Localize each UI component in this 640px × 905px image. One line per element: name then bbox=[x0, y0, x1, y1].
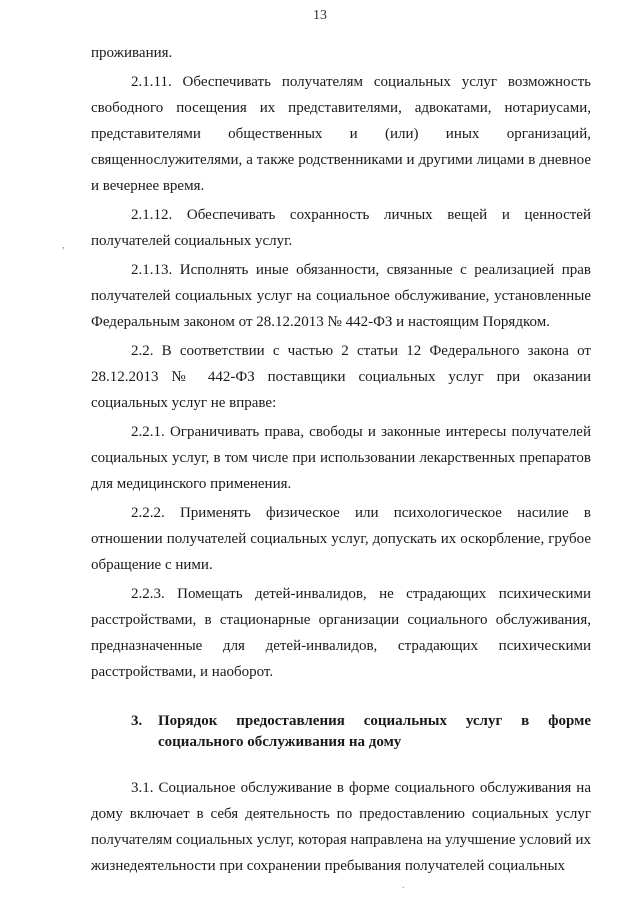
section-title: Порядок предоставления социальных услуг в форме социального обслуживания на дому bbox=[158, 713, 591, 750]
paragraph-2-1-11: 2.1.11. Обеспечивать получателям социальных услуг возможность свободного посещения их представителями, адвокатами, нотариусами, представителями общественных и (или) иных организаций, священнослужителями, а также родственниками и другими лицами в дневное и вечернее время. bbox=[91, 74, 591, 194]
section-heading bbox=[91, 711, 591, 753]
paragraph-2-1-13: 2.1.13. Исполнять иные обязанности, связанные с реализацией прав получателей социальных услуг на социальное обслуживание, установленные Федеральным законом от 28.12.2013 № 442-ФЗ и настоящим Порядком. bbox=[91, 262, 591, 330]
paragraph-2-1-12: 2.1.12. Обеспечивать сохранность личных вещей и ценностей получателей социальных услуг. bbox=[91, 207, 591, 249]
paragraph-2-2: 2.2. В соответствии с частью 2 статьи 12 Федерального закона от 28.12.2013 № 442-ФЗ поставщики социальных услуг при оказании социальных услуг не вправе: bbox=[91, 343, 591, 411]
paragraph-2-2-1: 2.2.1. Ограничивать права, свободы и законные интересы получателей социальных услуг, в том числе при использовании лекарственных препаратов для медицинского применения. bbox=[91, 424, 591, 492]
margin-mark: . bbox=[402, 880, 405, 891]
paragraph-continuation: проживания. bbox=[91, 45, 173, 61]
paragraph-3-1: 3.1. Социальное обслуживание в форме социального обслуживания на дому включает в себя деятельность по предоставлению социальных услуг получателям социальных услуг, которая направлена на улучшение условий их жизнедеятельности при сохранении пребывания получателей социальных bbox=[91, 780, 591, 874]
page-number: 13 bbox=[313, 8, 327, 23]
paragraph-2-2-2: 2.2.2. Применять физическое или психологическое насилие в отношении получателей социальных услуг, допускать их оскорбление, грубое обращение с ними. bbox=[91, 505, 591, 573]
margin-mark: , bbox=[62, 240, 65, 251]
document-body bbox=[91, 40, 591, 879]
section-number: 3. bbox=[131, 713, 143, 729]
paragraph-2-2-3: 2.2.3. Помещать детей-инвалидов, не страдающих психическими расстройствами, в стационарные организации социального обслуживания, предназначенные для детей-инвалидов, страдающих психическими расстройствами, и наоборот. bbox=[91, 586, 591, 680]
